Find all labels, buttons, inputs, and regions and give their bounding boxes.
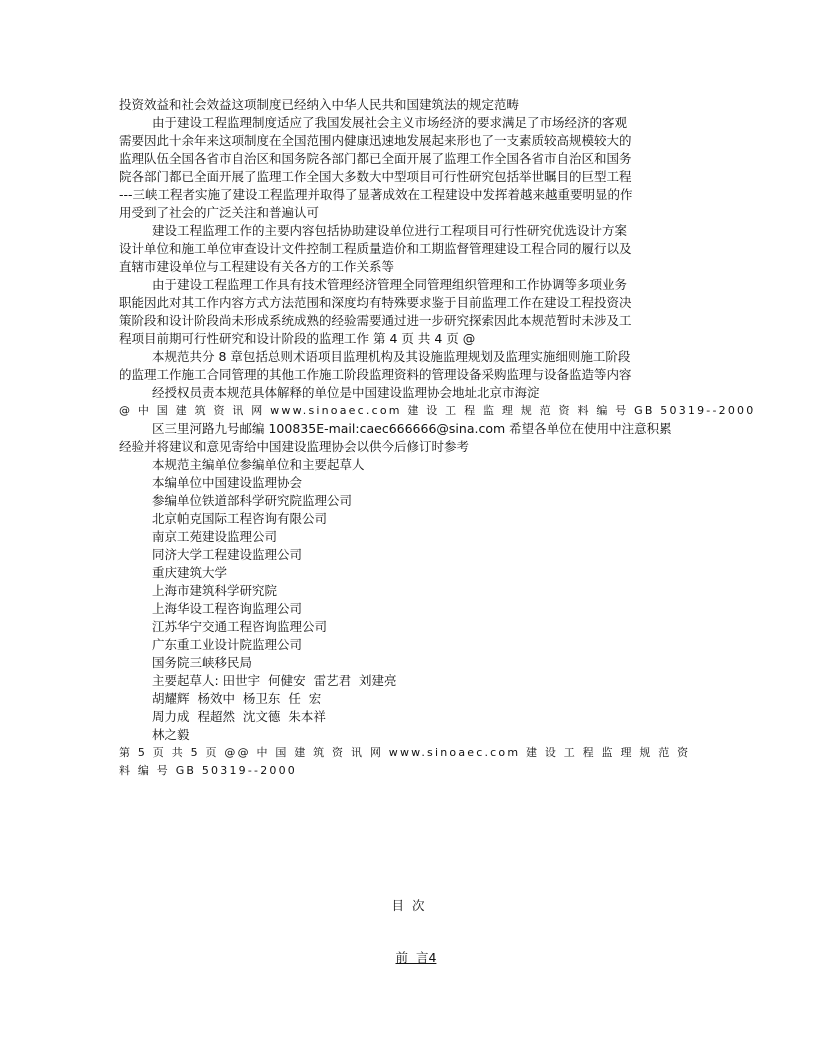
toc-entry-link[interactable]: 前 言4	[395, 950, 437, 965]
list-heading: 本规范主编单位参编单位和主要起草人	[152, 457, 365, 472]
paragraph-line: 本规范共分 8 章包括总则术语项目监理机构及其设施监理规划及监理实施细则施工阶段	[152, 349, 631, 364]
paragraph-line: 投资效益和社会效益这项制度已经纳入中华人民共和国建筑法的规定范畴	[119, 97, 520, 112]
list-item: 本编单位中国建设监理协会	[152, 475, 303, 490]
paragraph-line: ---三峡工程者实施了建设工程监理并取得了显著成效在工程建设中发挥着越来越重要明显的作	[119, 187, 633, 202]
paragraph-line: 需要因此十余年来这项制度在全国范围内健康迅速地发展起来形也了一支素质较高规模较大的	[119, 133, 632, 148]
paragraph-line: 程项目前期可行性研究和设计阶段的监理工作 第 4 页 共 4 页 @	[119, 331, 476, 346]
list-item: 江苏华宁交通工程咨询监理公司	[152, 619, 328, 634]
list-item: 广东重工业设计院监理公司	[152, 637, 303, 652]
drafters-line: 周力成 程超然 沈文德 朱本祥	[152, 709, 326, 724]
page-footer-source: 第 5 页 共 5 页 @@ 中 国 建 筑 资 讯 网 www.sinoaec.com 建 设 工 程 监 理 规 范 资	[119, 746, 691, 759]
list-item: 上海市建筑科学研究院	[152, 583, 278, 598]
drafters-line: 胡耀辉 杨效中 杨卫东 任 宏	[152, 691, 322, 706]
paragraph-line: 经验并将建议和意见寄给中国建设监理协会以供今后修订时参考	[119, 439, 470, 454]
paragraph-line: 职能因此对其工作内容方式方法范围和深度均有特殊要求鉴于目前监理工作在建设工程投资决	[119, 295, 632, 310]
page-footer-source: 料 编 号 GB 50319--2000	[119, 764, 297, 777]
paragraph-line: 经授权员责本规范具体解释的单位是中国建设监理协会地址北京市海淀	[152, 385, 540, 400]
list-item: 上海华设工程咨询监理公司	[152, 601, 303, 616]
list-item: 重庆建筑大学	[152, 565, 228, 580]
paragraph-line: 由于建设工程监理工作具有技术管理经济管理全同管理组织管理和工作协调等多项业务	[152, 277, 628, 292]
list-item: 国务院三峡移民局	[152, 655, 253, 670]
drafters-line: 林之毅	[152, 727, 190, 742]
page-footer-source: @ 中 国 建 筑 资 讯 网 www.sinoaec.com 建 设 工 程 监 理 规 范 资 料 编 号 GB 50319--2000	[119, 404, 756, 417]
list-item: 北京帕克国际工程咨询有限公司	[152, 511, 328, 526]
paragraph-line: 由于建设工程监理制度适应了我国发展社会主义市场经济的要求满足了市场经济的客观	[152, 115, 628, 130]
paragraph-line: 监理队伍全国各省市自治区和国务院各部门都已全面开展了监理工作全国各省市自治区和国务	[119, 151, 632, 166]
paragraph-line: 设计单位和施工单位审查设计文件控制工程质量造价和工期监督管理建设工程合同的履行以及	[119, 241, 632, 256]
list-item: 南京工苑建设监理公司	[152, 529, 278, 544]
list-item: 同济大学工程建设监理公司	[152, 547, 303, 562]
toc-entry-wrap	[0, 931, 816, 985]
list-item: 参编单位铁道部科学研究院监理公司	[152, 493, 353, 508]
paragraph-line: 建设工程监理工作的主要内容包括协助建设单位进行工程项目可行性研究优选设计方案	[152, 223, 628, 238]
drafters-line: 主要起草人: 田世宇 何健安 雷艺君 刘建亮	[152, 673, 397, 688]
paragraph-line: 区三里河路九号邮编 100835E-mail:caec666666@sina.com 希望各单位在使用中注意积累	[152, 421, 672, 436]
paragraph-line: 院各部门都已全面开展了监理工作全国大多数大中型项目可行性研究包括举世瞩目的巨型工程	[119, 169, 632, 184]
paragraph-line: 的监理工作施工合同管理的其他工作施工阶段监理资料的管理设备采购监理与设备监造等内容	[119, 367, 632, 382]
paragraph-line: 用受到了社会的广泛关注和普遍认可	[119, 205, 320, 220]
toc-title: 目 次	[391, 898, 425, 913]
paragraph-line: 直辖市建设单位与工程建设有关各方的工作关系等	[119, 259, 395, 274]
paragraph-line: 策阶段和设计阶段尚未形成系统成熟的经验需要通过进一步研究探索因此本规范暂时未涉及工	[119, 313, 632, 328]
